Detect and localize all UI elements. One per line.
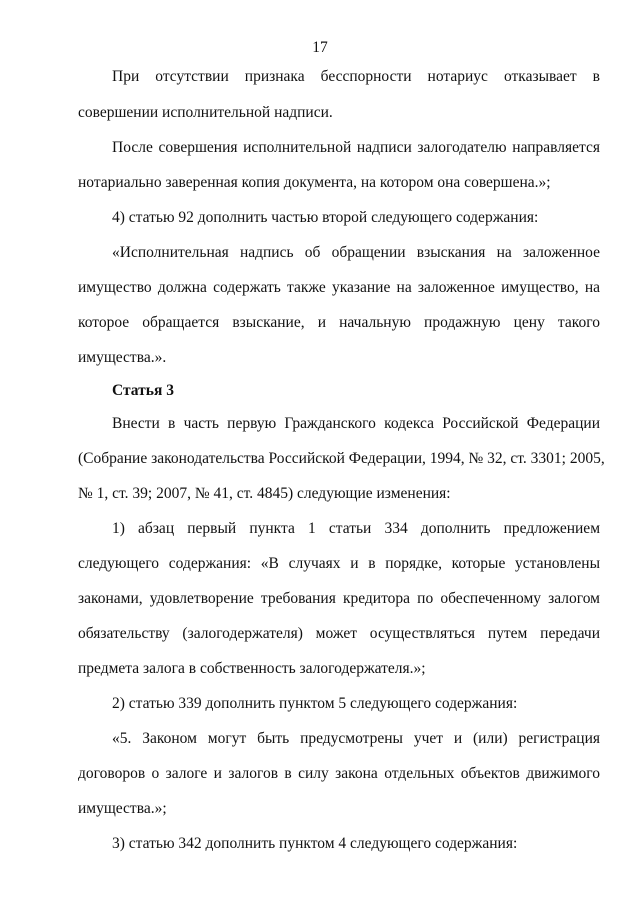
- text-line: После совершения исполнительной надписи залогодателю направляется: [112, 139, 600, 156]
- text-line: 1) абзац первый пункта 1 статьи 334 дополнить предложением: [112, 520, 600, 537]
- text-line: имущество должна содержать также указание на заложенное имущество, на: [78, 279, 600, 296]
- text-line: законами, удовлетворение требования кредитора по обеспеченному залогом: [78, 590, 600, 607]
- text-line: имущества.».: [78, 349, 167, 366]
- text-line: 2) статью 339 дополнить пунктом 5 следующего содержания:: [112, 695, 518, 712]
- text-line: нотариально заверенная копия документа, на котором она совершена.»;: [78, 174, 551, 191]
- text-line: предмета залога в собственность залогодержателя.»;: [78, 660, 426, 677]
- article-heading: Статья 3: [112, 382, 174, 399]
- text-line: обязательству (залогодержателя) может осуществляться путем передачи: [78, 625, 600, 642]
- text-line: 4) статью 92 дополнить частью второй следующего содержания:: [112, 209, 539, 226]
- text-line: При отсутствии признака бесспорности нотариус отказывает в: [112, 68, 600, 85]
- text-line: совершении исполнительной надписи.: [78, 104, 333, 121]
- text-line: «5. Законом могут быть предусмотрены учет и (или) регистрация: [112, 730, 600, 747]
- page-number: 17: [312, 39, 328, 56]
- text-line: 3) статью 342 дополнить пунктом 4 следующего содержания:: [112, 835, 518, 852]
- text-line: (Собрание законодательства Российской Федерации, 1994, № 32, ст. 3301; 2005,: [78, 450, 605, 467]
- text-line: договоров о залоге и залогов в силу закона отдельных объектов движимого: [78, 765, 600, 782]
- text-line: следующего содержания: «В случаях и в порядке, которые установлены: [78, 555, 600, 572]
- text-line: имущества.»;: [78, 800, 167, 817]
- text-line: № 1, ст. 39; 2007, № 41, ст. 4845) следующие изменения:: [78, 485, 451, 502]
- text-line: «Исполнительная надпись об обращении взыскания на заложенное: [112, 244, 600, 261]
- text-line: Внести в часть первую Гражданского кодекса Российской Федерации: [112, 415, 600, 432]
- text-line: которое обращается взыскание, и начальную продажную цену такого: [78, 314, 600, 331]
